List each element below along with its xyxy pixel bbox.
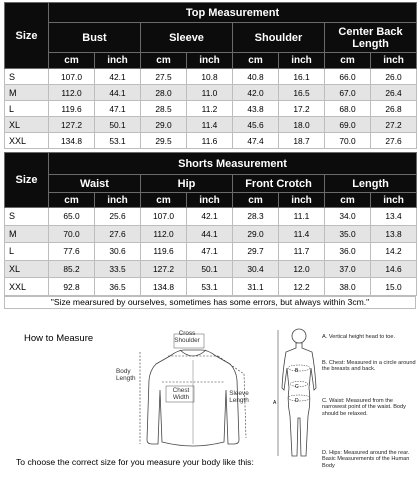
- body-outline: [282, 343, 316, 456]
- unit-header: inch: [279, 53, 325, 69]
- table-cell: 44.1: [187, 225, 233, 243]
- table-body: [5, 69, 417, 149]
- table-cell: 29.7: [233, 243, 279, 261]
- table-cell: 10.8: [187, 69, 233, 85]
- unit-header: cm: [141, 53, 187, 69]
- table-cell: 27.2: [371, 117, 417, 133]
- table-cell: 53.1: [187, 278, 233, 296]
- table-cell: 36.5: [95, 278, 141, 296]
- table-cell: 92.8: [49, 278, 95, 296]
- table-cell: 28.0: [141, 85, 187, 101]
- table-cell: 77.6: [49, 243, 95, 261]
- table-cell: 70.0: [325, 133, 371, 149]
- table-cell: 42.1: [187, 208, 233, 226]
- unit-header: inch: [187, 193, 233, 208]
- unit-header: inch: [187, 53, 233, 69]
- table-cell: 29.0: [233, 225, 279, 243]
- unit-header: inch: [279, 193, 325, 208]
- cross-shoulder-label: Cross Shoulder: [174, 330, 200, 344]
- unit-header: inch: [371, 53, 417, 69]
- table-cell: 31.1: [233, 278, 279, 296]
- unit-header: inch: [371, 193, 417, 208]
- legend-item: D. Hips: Measured around the rear. Basic Measurements of the Human Body: [322, 450, 410, 469]
- legend-item: B. Chest: Measured in a circle around the breasts and back.: [322, 360, 416, 373]
- table-cell: 42.1: [95, 69, 141, 85]
- size-cell: L: [5, 101, 49, 117]
- group-header: Shoulder: [233, 23, 325, 53]
- table-row: [5, 69, 417, 85]
- table-title: Top Measurement: [49, 3, 417, 23]
- table-cell: 26.0: [371, 69, 417, 85]
- how-to-measure-section: [0, 314, 420, 500]
- table-cell: 11.7: [279, 243, 325, 261]
- table-cell: 11.2: [187, 101, 233, 117]
- unit-header: cm: [233, 193, 279, 208]
- table-row: [5, 243, 417, 261]
- table-cell: 17.2: [279, 101, 325, 117]
- table-cell: 42.0: [233, 85, 279, 101]
- table-cell: 30.6: [95, 243, 141, 261]
- group-header: Front Crotch: [233, 175, 325, 193]
- unit-header: inch: [95, 53, 141, 69]
- unit-header: cm: [49, 193, 95, 208]
- table-cell: 27.5: [141, 69, 187, 85]
- table-cell: 33.5: [95, 260, 141, 278]
- table-cell: 40.8: [233, 69, 279, 85]
- table-row: [5, 101, 417, 117]
- body-figure: [274, 324, 324, 464]
- size-cell: XL: [5, 260, 49, 278]
- body-length-label: Body Length: [116, 368, 136, 382]
- size-cell: S: [5, 208, 49, 226]
- marker-c: C: [295, 384, 299, 390]
- table-cell: 28.5: [141, 101, 187, 117]
- table-cell: 66.0: [325, 69, 371, 85]
- table-cell: 38.0: [325, 278, 371, 296]
- legend-item: A. Vertical height head to toe.: [322, 334, 396, 340]
- table-row: [5, 260, 417, 278]
- table-cell: 12.0: [279, 260, 325, 278]
- group-header: Bust: [49, 23, 141, 53]
- table-cell: 45.6: [233, 117, 279, 133]
- unit-header: cm: [325, 193, 371, 208]
- group-header: Center Back Length: [325, 23, 417, 53]
- table-cell: 36.0: [325, 243, 371, 261]
- unit-header: cm: [325, 53, 371, 69]
- table-cell: 134.8: [49, 133, 95, 149]
- table-cell: 12.2: [279, 278, 325, 296]
- table-cell: 27.6: [95, 225, 141, 243]
- table-cell: 11.6: [187, 133, 233, 149]
- table-row: [5, 225, 417, 243]
- table-cell: 119.6: [49, 101, 95, 117]
- table-cell: 127.2: [141, 260, 187, 278]
- table-cell: 15.0: [371, 278, 417, 296]
- table-cell: 16.1: [279, 69, 325, 85]
- table-cell: 47.1: [187, 243, 233, 261]
- table-cell: 34.0: [325, 208, 371, 226]
- unit-header: cm: [141, 193, 187, 208]
- table-row: [5, 208, 417, 226]
- group-header: Waist: [49, 175, 141, 193]
- chest-width-label: Chest Width: [172, 387, 190, 401]
- size-header: Size: [5, 153, 49, 208]
- table-row: [5, 278, 417, 296]
- table-cell: 11.1: [279, 208, 325, 226]
- size-cell: S: [5, 69, 49, 85]
- group-header: Sleeve: [141, 23, 233, 53]
- top-measurement-table: [4, 2, 417, 149]
- table-row: [5, 117, 417, 133]
- table-cell: 69.0: [325, 117, 371, 133]
- table-cell: 112.0: [141, 225, 187, 243]
- size-cell: XXL: [5, 133, 49, 149]
- table-row: [5, 85, 417, 101]
- table-cell: 27.6: [371, 133, 417, 149]
- size-cell: XL: [5, 117, 49, 133]
- table-cell: 85.2: [49, 260, 95, 278]
- table-cell: 67.0: [325, 85, 371, 101]
- table-cell: 35.0: [325, 225, 371, 243]
- table-cell: 44.1: [95, 85, 141, 101]
- table-cell: 107.0: [141, 208, 187, 226]
- table-cell: 28.3: [233, 208, 279, 226]
- table-cell: 47.1: [95, 101, 141, 117]
- table-body: [5, 208, 417, 296]
- unit-header: cm: [233, 53, 279, 69]
- size-header: Size: [5, 3, 49, 69]
- marker-b: B: [295, 368, 299, 374]
- size-cell: M: [5, 225, 49, 243]
- measurement-note: "Size mearsured by ourselves, sometimes has some errors, but always within 3cm.": [4, 296, 416, 309]
- table-cell: 26.8: [371, 101, 417, 117]
- table-cell: 50.1: [95, 117, 141, 133]
- table-cell: 47.4: [233, 133, 279, 149]
- table-cell: 29.0: [141, 117, 187, 133]
- table-cell: 134.8: [141, 278, 187, 296]
- table-cell: 11.0: [187, 85, 233, 101]
- shorts-measurement-table: [4, 152, 417, 296]
- table-cell: 68.0: [325, 101, 371, 117]
- table-cell: 16.5: [279, 85, 325, 101]
- table-cell: 25.6: [95, 208, 141, 226]
- table-row: [5, 133, 417, 149]
- table-cell: 53.1: [95, 133, 141, 149]
- size-cell: M: [5, 85, 49, 101]
- table-cell: 37.0: [325, 260, 371, 278]
- table-cell: 13.4: [371, 208, 417, 226]
- table-cell: 14.2: [371, 243, 417, 261]
- table-cell: 43.8: [233, 101, 279, 117]
- table-cell: 65.0: [49, 208, 95, 226]
- size-cell: L: [5, 243, 49, 261]
- table-title: Shorts Measurement: [49, 153, 417, 175]
- size-instruction: To choose the correct size for you measure your body like this:: [16, 457, 254, 467]
- table-cell: 127.2: [49, 117, 95, 133]
- marker-a: A: [273, 400, 277, 406]
- head-shape: [292, 329, 306, 343]
- table-cell: 13.8: [371, 225, 417, 243]
- table-cell: 119.6: [141, 243, 187, 261]
- table-cell: 30.4: [233, 260, 279, 278]
- unit-header: cm: [49, 53, 95, 69]
- table-cell: 18.7: [279, 133, 325, 149]
- group-header: Length: [325, 175, 417, 193]
- table-cell: 14.6: [371, 260, 417, 278]
- table-cell: 107.0: [49, 69, 95, 85]
- marker-d: D: [295, 398, 299, 404]
- how-to-measure-title: How to Measure: [24, 333, 94, 344]
- table-cell: 11.4: [279, 225, 325, 243]
- table-cell: 18.0: [279, 117, 325, 133]
- unit-header: inch: [95, 193, 141, 208]
- table-cell: 50.1: [187, 260, 233, 278]
- table-cell: 11.4: [187, 117, 233, 133]
- sleeve-length-label: Sleeve Length: [229, 390, 249, 404]
- legend-item: C. Waist: Measured from the narrowest point of the waist. Body should be relaxed.: [322, 398, 406, 417]
- table-cell: 29.5: [141, 133, 187, 149]
- size-cell: XXL: [5, 278, 49, 296]
- table-cell: 70.0: [49, 225, 95, 243]
- group-header: Hip: [141, 175, 233, 193]
- table-cell: 26.4: [371, 85, 417, 101]
- table-cell: 112.0: [49, 85, 95, 101]
